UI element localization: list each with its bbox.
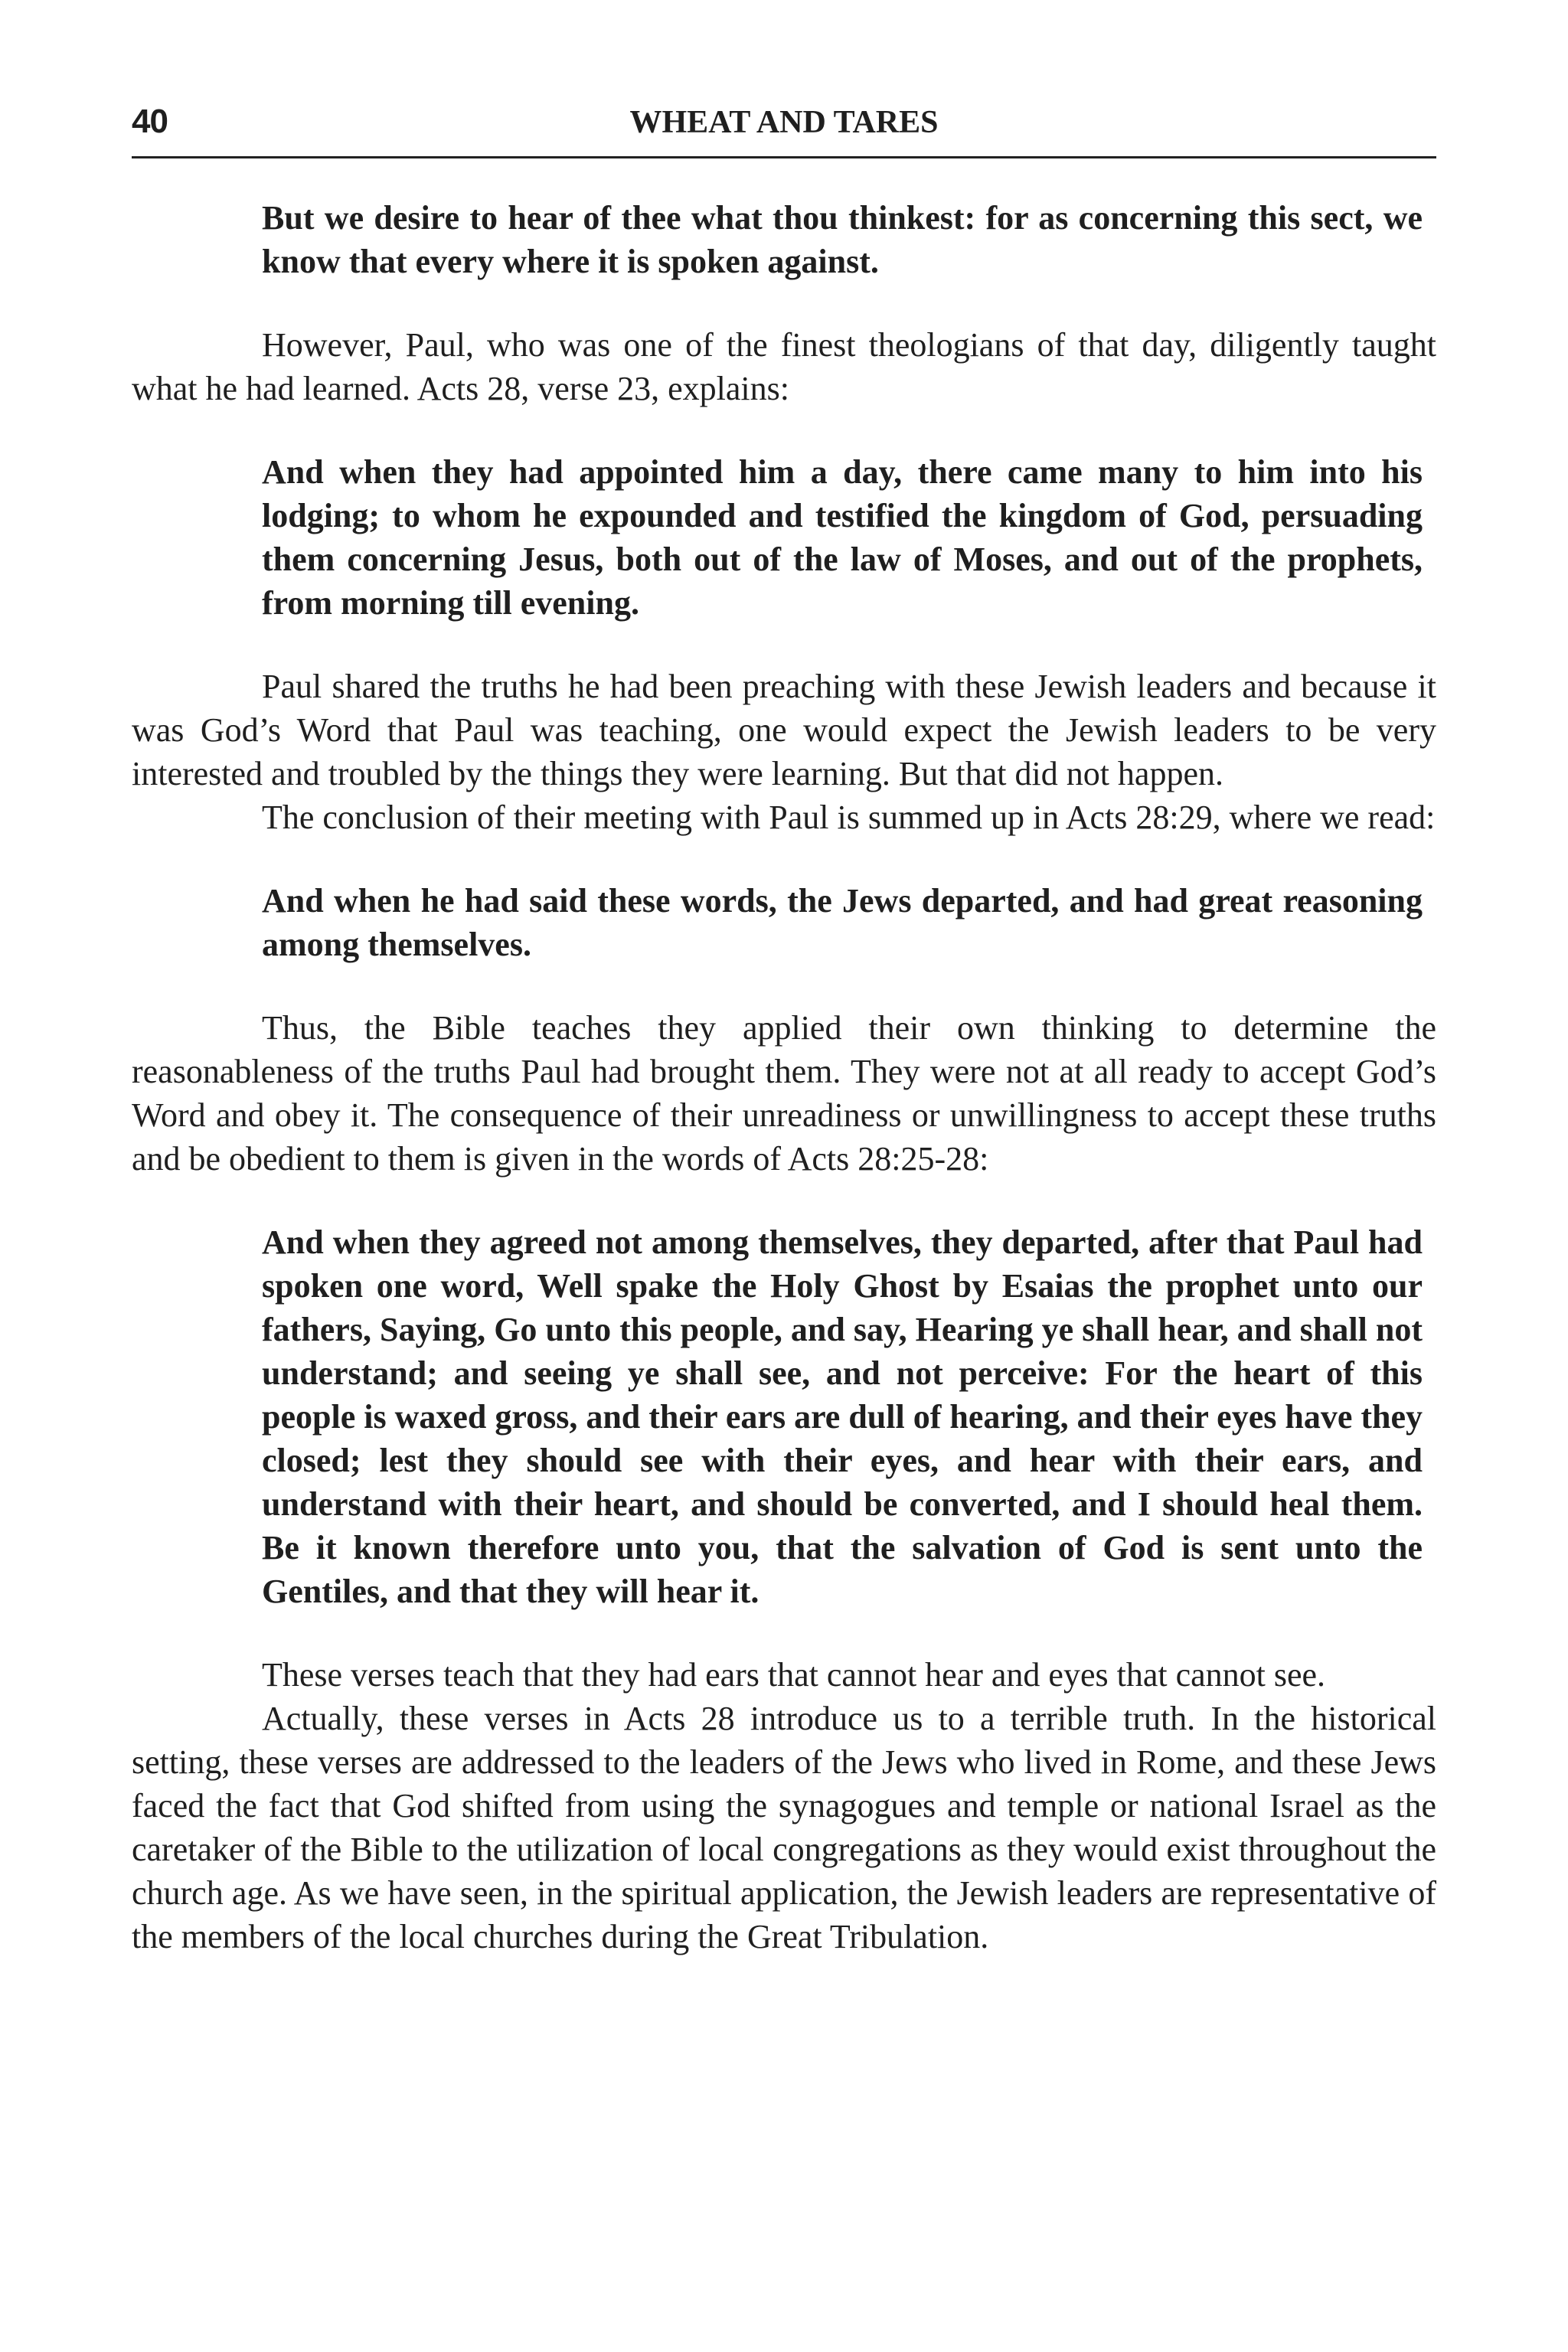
book-page (132, 0, 1436, 2352)
page-number: 40 (132, 103, 168, 140)
scripture-quote: And when they agreed not among themselves, they departed, after that Paul had spoken one word, Well spake the Holy Ghost by Esaias the prophet unto our fathers, Saying, Go unto this people, and say, Hearing ye shall hear, and shall not understand; and seeing ye shall see, and not perceive: For the heart of this people is waxed gross, and their ears are dull of hearing, and their eyes have they closed; lest they should see with their eyes, and hear with their ears, and understand with their heart, and should be converted, and I should heal them. Be it known therefore unto you, that the salvation of God is sent unto the Gentiles, and that they will hear it. (262, 1223, 1423, 1610)
scripture-quote: But we desire to hear of thee what thou thinkest: for as concerning this sect, we know that every where it is spoken against. (262, 199, 1423, 280)
body-text (132, 196, 1436, 1958)
scripture-quote: And when they had appointed him a day, there came many to him into his lodging; to whom he expounded and testified the kingdom of God, persuading them concerning Jesus, both out of the law of Moses, and out of the prophets, from morning till evening. (262, 453, 1423, 622)
paragraph: However, Paul, who was one of the finest theologians of that day, diligently taught what he had learned. Acts 28, verse 23, explains: (132, 326, 1436, 407)
running-head: WHEAT AND TARES (629, 105, 939, 140)
page-header (132, 98, 1436, 158)
scripture-quote: And when he had said these words, the Jews departed, and had great reasoning among themselves. (262, 882, 1423, 963)
paragraph: Paul shared the truths he had been preaching with these Jewish leaders and because it was God’s Word that Paul was teaching, one would expect the Jewish leaders to be very interested and troubled by the things they were learning. But that did not happen. (132, 668, 1436, 792)
paragraph: The conclusion of their meeting with Paul is summed up in Acts 28:29, where we read: (262, 799, 1436, 836)
paragraph: These verses teach that they had ears that cannot hear and eyes that cannot see. (262, 1656, 1326, 1694)
paragraph: Thus, the Bible teaches they applied their own thinking to determine the reasonableness of the truths Paul had brought them. They were not at all ready to accept God’s Word and obey it. The consequence of their unreadiness or unwillingness to accept these truths and be obedient to them is given in the words of Acts 28:25-28: (132, 1009, 1436, 1178)
paragraph: Actually, these verses in Acts 28 introduce us to a terrible truth. In the historical setting, these verses are addressed to the leaders of the Jews who lived in Rome, and these Jews faced the fact that God shifted from using the synagogues and temple or national Israel as the caretaker of the Bible to the utilization of local congregations as they would exist throughout the church age. As we have seen, in the spiritual application, the Jewish leaders are representative of the members of the local churches during the Great Tribulation. (132, 1700, 1436, 1955)
